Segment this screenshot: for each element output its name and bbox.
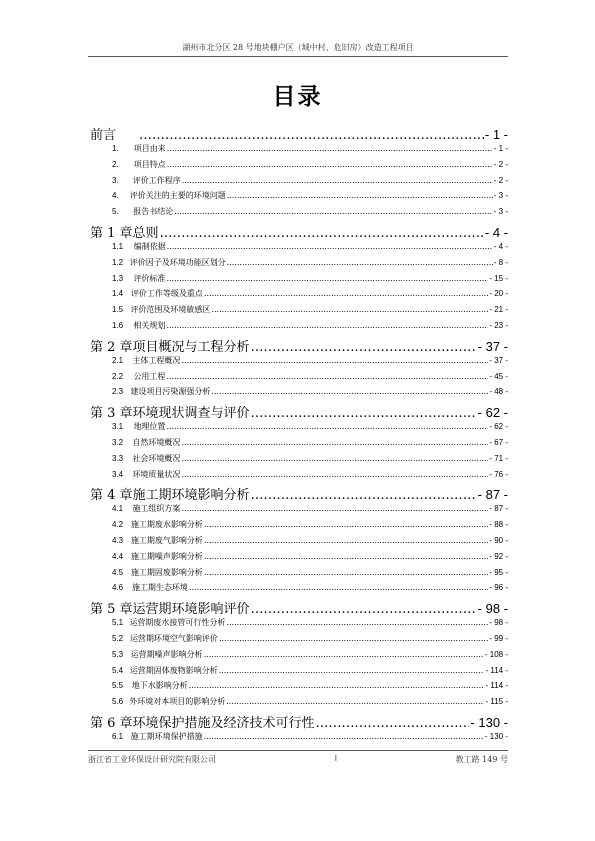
toc-entry-number: 3.4 [112, 469, 124, 479]
table-of-contents [90, 124, 508, 747]
toc-entry-label: 报告书结论 [133, 207, 174, 217]
toc-section-entry[interactable] [90, 469, 508, 485]
toc-dot-leader [182, 176, 493, 185]
toc-section-entry[interactable] [90, 421, 508, 437]
toc-entry-label: 主体工程概况 [132, 355, 181, 365]
toc-entry-number: 1.4 [112, 289, 124, 299]
toc-entry-label: 社会环境概况 [132, 453, 181, 463]
toc-entry-number: 3.1 [112, 422, 124, 432]
toc-entry-number: 1.1 [112, 241, 124, 251]
toc-section-entry[interactable] [90, 143, 508, 159]
toc-section-entry[interactable] [90, 355, 508, 371]
toc-section-entry[interactable] [90, 582, 508, 598]
toc-entry-page: - 87 - [489, 504, 508, 514]
toc-section-entry[interactable] [90, 535, 508, 551]
toc-entry-label: 运营期噪声影响分析 [130, 649, 203, 659]
toc-dot-leader [226, 697, 484, 706]
toc-section-entry[interactable] [90, 190, 508, 206]
toc-entry-number: 4.3 [112, 535, 124, 545]
toc-entry-page: - 4 - [484, 224, 508, 240]
toc-dot-leader [167, 242, 493, 251]
toc-entry-page: - 48 - [489, 387, 508, 397]
toc-entry-page: - 92 - [489, 551, 508, 561]
toc-entry-label: 评价因子及环境功能区划分 [129, 257, 226, 267]
toc-entry-label: 公用工程 [133, 371, 166, 381]
toc-dot-leader [166, 274, 488, 283]
toc-entry-label: 项目由来 [133, 144, 166, 153]
toc-entry-page: - 4 - [493, 241, 508, 251]
page-header: 湖州市北分区 28 号地块棚户区（城中村、危旧房）改造工程项目 [88, 42, 508, 57]
toc-chapter-entry[interactable] [90, 402, 508, 421]
toc-dot-leader [181, 438, 488, 447]
toc-section-entry[interactable] [90, 633, 508, 649]
toc-dot-leader [204, 568, 488, 577]
toc-dot-leader [167, 160, 493, 169]
toc-chapter-entry[interactable] [90, 336, 508, 355]
toc-entry-label: 运营期环境空气影响评价 [129, 633, 218, 643]
toc-entry-page: - 62 - [477, 405, 508, 421]
toc-dot-leader [204, 289, 488, 298]
toc-entry-page: - 98 - [489, 618, 508, 628]
toc-entry-number: 第 2 章 [90, 339, 133, 355]
toc-section-entry[interactable] [90, 386, 508, 402]
toc-dot-leader [181, 356, 488, 365]
toc-entry-number: 6.1 [112, 731, 124, 741]
toc-entry-number: 5.4 [112, 665, 124, 675]
toc-entry-number: 4.4 [112, 551, 124, 561]
toc-entry-number: 5. [112, 207, 119, 217]
toc-entry-page: - 95 - [489, 567, 508, 577]
toc-entry-number: 第 3 章 [90, 406, 133, 422]
toc-dot-leader [251, 340, 477, 355]
toc-section-entry[interactable] [90, 617, 508, 633]
toc-dot-leader [204, 732, 484, 741]
toc-dot-leader [227, 191, 493, 200]
toc-entry-page: - 76 - [489, 469, 508, 479]
toc-entry-label: 相关规划 [133, 320, 166, 330]
toc-entry-number: 2.3 [112, 387, 124, 397]
toc-section-entry[interactable] [90, 175, 508, 191]
toc-section-entry[interactable] [90, 731, 508, 747]
toc-entry-page: - 8 - [493, 257, 508, 267]
toc-dot-leader [211, 305, 488, 314]
toc-entry-label: 施工期生态环境 [131, 583, 188, 593]
toc-dot-leader [227, 258, 493, 267]
toc-entry-number: 1.3 [112, 273, 124, 283]
toc-section-entry[interactable] [90, 206, 508, 222]
toc-entry-number: 1. [112, 144, 119, 153]
toc-entry-page: - 88 - [489, 520, 508, 530]
toc-section-entry[interactable] [90, 453, 508, 469]
toc-entry-number: 第 6 章 [90, 715, 133, 731]
toc-section-entry[interactable] [90, 241, 508, 257]
toc-entry-page: - 98 - [477, 601, 508, 617]
toc-entry-label: 施工期噪声影响分析 [130, 551, 203, 561]
toc-section-entry[interactable] [90, 665, 508, 681]
toc-dot-leader [219, 666, 485, 675]
toc-entry-label: 评价标准 [133, 273, 166, 283]
toc-entry-label: 编制依据 [133, 241, 166, 251]
toc-section-entry[interactable] [90, 288, 508, 304]
toc-section-entry[interactable] [90, 257, 508, 273]
toc-entry-number: 2. [112, 159, 119, 169]
toc-dot-leader [251, 602, 477, 617]
toc-entry-label: 建设项目污染源强分析 [130, 387, 211, 397]
toc-entry-label: 施工期环境保护措施 [130, 731, 203, 741]
toc-entry-label: 地理位置 [133, 422, 166, 432]
toc-entry-label: 施工期固废影响分析 [130, 567, 203, 577]
toc-dot-leader [219, 634, 488, 643]
toc-entry-page: - 15 - [489, 273, 508, 283]
toc-entry-label: 运营期废水接管可行性分析 [129, 618, 226, 628]
toc-section-entry[interactable] [90, 519, 508, 535]
toc-entry-page: - 87 - [477, 487, 508, 503]
toc-entry-page: - 99 - [489, 633, 508, 643]
toc-entry-page: - 20 - [489, 289, 508, 299]
toc-entry-number: 4.6 [112, 583, 124, 593]
toc-dot-leader [166, 422, 488, 431]
toc-entry-label: 地下水影响分析 [131, 681, 188, 691]
footer-address: 教工路 149 号 [455, 755, 508, 764]
toc-dot-leader [189, 583, 488, 592]
toc-section-entry[interactable] [90, 680, 508, 696]
toc-entry-label: 施工期废水影响分析 [130, 520, 203, 530]
toc-section-entry[interactable] [90, 649, 508, 665]
toc-entry-number: 3. [112, 175, 119, 185]
toc-section-entry[interactable] [90, 567, 508, 583]
toc-section-entry[interactable] [90, 437, 508, 453]
toc-entry-number: 4.1 [112, 504, 124, 514]
toc-entry-number: 2.2 [112, 371, 124, 381]
footer-company: 浙江省工业环保设计研究院有限公司 [88, 755, 216, 764]
toc-entry-number: 1.5 [112, 305, 124, 315]
toc-entry-number: 2.1 [112, 355, 124, 365]
toc-dot-leader [211, 387, 488, 396]
toc-dot-leader [316, 716, 470, 731]
toc-section-entry[interactable] [90, 273, 508, 289]
toc-dot-leader [166, 321, 488, 330]
toc-entry-label: 外环境对本项目的影响分析 [129, 697, 226, 707]
toc-section-entry[interactable] [90, 320, 508, 336]
toc-dot-leader [204, 520, 488, 529]
toc-entry-number: 5.3 [112, 649, 124, 659]
toc-entry-number: 4.5 [112, 567, 124, 577]
toc-dot-leader [160, 226, 484, 241]
toc-chapter-entry[interactable] [90, 484, 508, 503]
toc-entry-page: - 96 - [489, 583, 508, 593]
toc-entry-number: 第 1 章 [90, 225, 133, 241]
toc-entry-label: 评价关注的主要的环境问题 [129, 191, 226, 201]
toc-dot-leader [251, 406, 477, 421]
toc-entry-page: - 1 - [484, 127, 508, 142]
toc-entry-number: 3.2 [112, 437, 124, 447]
toc-dot-leader [204, 650, 484, 659]
toc-dot-leader [181, 470, 488, 479]
toc-entry-page: - 62 - [489, 422, 508, 432]
toc-section-entry[interactable] [90, 503, 508, 519]
toc-entry-page: - 108 - [484, 649, 508, 659]
toc-dot-leader [226, 618, 488, 627]
toc-section-entry[interactable] [90, 551, 508, 567]
toc-entry-number: 5.6 [112, 697, 124, 707]
toc-dot-leader [181, 504, 488, 513]
toc-entry-label: 评价范围及环境敏感区 [130, 305, 211, 315]
toc-dot-leader [167, 144, 493, 153]
toc-entry-number: 4.2 [112, 520, 124, 530]
toc-entry-page: - 2 - [493, 175, 508, 185]
toc-entry-number: 第 5 章 [90, 602, 133, 618]
page-title: 目录 [272, 83, 323, 110]
toc-entry-page: - 114 - [485, 681, 508, 691]
toc-entry-page: - 37 - [489, 355, 508, 365]
toc-entry-number: 前言 [90, 128, 117, 143]
toc-entry-label: 运营期环境影响评价 [132, 602, 250, 618]
toc-entry-page: - 67 - [489, 437, 508, 447]
toc-entry-page: - 1 - [493, 144, 508, 153]
toc-entry-label: 环境保护措施及经济技术可行性 [132, 715, 315, 731]
toc-entry-page: - 114 - [485, 665, 508, 675]
toc-chapter-entry[interactable] [90, 598, 508, 617]
toc-entry-label: 评价工作等级及重点 [130, 289, 203, 299]
toc-entry-label: 运营期固体废物影响分析 [129, 665, 218, 675]
toc-entry-label: 自然环境概况 [132, 437, 181, 447]
toc-chapter-entry[interactable] [90, 124, 508, 143]
toc-entry-number: 5.2 [112, 633, 124, 643]
toc-entry-page: - 115 - [485, 697, 508, 707]
toc-entry-page: - 37 - [477, 338, 508, 354]
toc-dot-leader [251, 488, 477, 503]
toc-dot-leader [204, 536, 488, 545]
toc-entry-page: - 21 - [489, 305, 508, 315]
toc-entry-label: 环境现状调查与评价 [132, 406, 250, 422]
toc-section-entry[interactable] [90, 304, 508, 320]
footer-page-number: I [334, 754, 337, 763]
toc-entry-page: - 2 - [493, 159, 508, 169]
toc-section-entry[interactable] [90, 696, 508, 712]
toc-entry-number: 1.2 [112, 257, 124, 267]
toc-entry-page: - 3 - [493, 191, 508, 201]
toc-entry-page: - 130 - [470, 714, 508, 730]
toc-entry-number: 4. [112, 191, 119, 201]
toc-entry-page: - 130 - [484, 731, 508, 741]
toc-entry-number: 3.3 [112, 453, 124, 463]
toc-dot-leader [204, 552, 488, 561]
toc-entry-page: - 45 - [489, 371, 508, 381]
toc-entry-page: - 23 - [489, 320, 508, 330]
toc-entry-label: 项目概况与工程分析 [132, 339, 250, 355]
toc-entry-number: 5.1 [112, 618, 124, 628]
toc-dot-leader [166, 372, 488, 381]
toc-section-entry[interactable] [90, 371, 508, 387]
toc-section-entry[interactable] [90, 159, 508, 175]
toc-entry-label: 评价工作程序 [132, 175, 181, 185]
toc-dot-leader [139, 128, 484, 143]
toc-entry-number: 5.5 [112, 681, 124, 691]
toc-entry-number: 1.6 [112, 320, 124, 330]
toc-entry-label: 施工期环境影响分析 [132, 488, 250, 504]
toc-entry-page: - 3 - [493, 207, 508, 217]
toc-dot-leader [181, 454, 488, 463]
toc-entry-label: 总则 [132, 225, 159, 241]
toc-chapter-entry[interactable] [90, 222, 508, 241]
toc-chapter-entry[interactable] [90, 712, 508, 731]
toc-entry-label: 施工期废气影响分析 [130, 535, 203, 545]
toc-entry-label: 环境质量状况 [132, 469, 181, 479]
toc-entry-number: 第 4 章 [90, 488, 133, 504]
toc-dot-leader [189, 681, 485, 690]
toc-entry-label: 施工组织方案 [132, 504, 181, 514]
page-footer [88, 750, 508, 765]
toc-entry-label: 项目特点 [133, 159, 166, 169]
toc-entry-page: - 90 - [489, 535, 508, 545]
toc-entry-page: - 71 - [489, 453, 508, 463]
toc-dot-leader [174, 207, 493, 216]
